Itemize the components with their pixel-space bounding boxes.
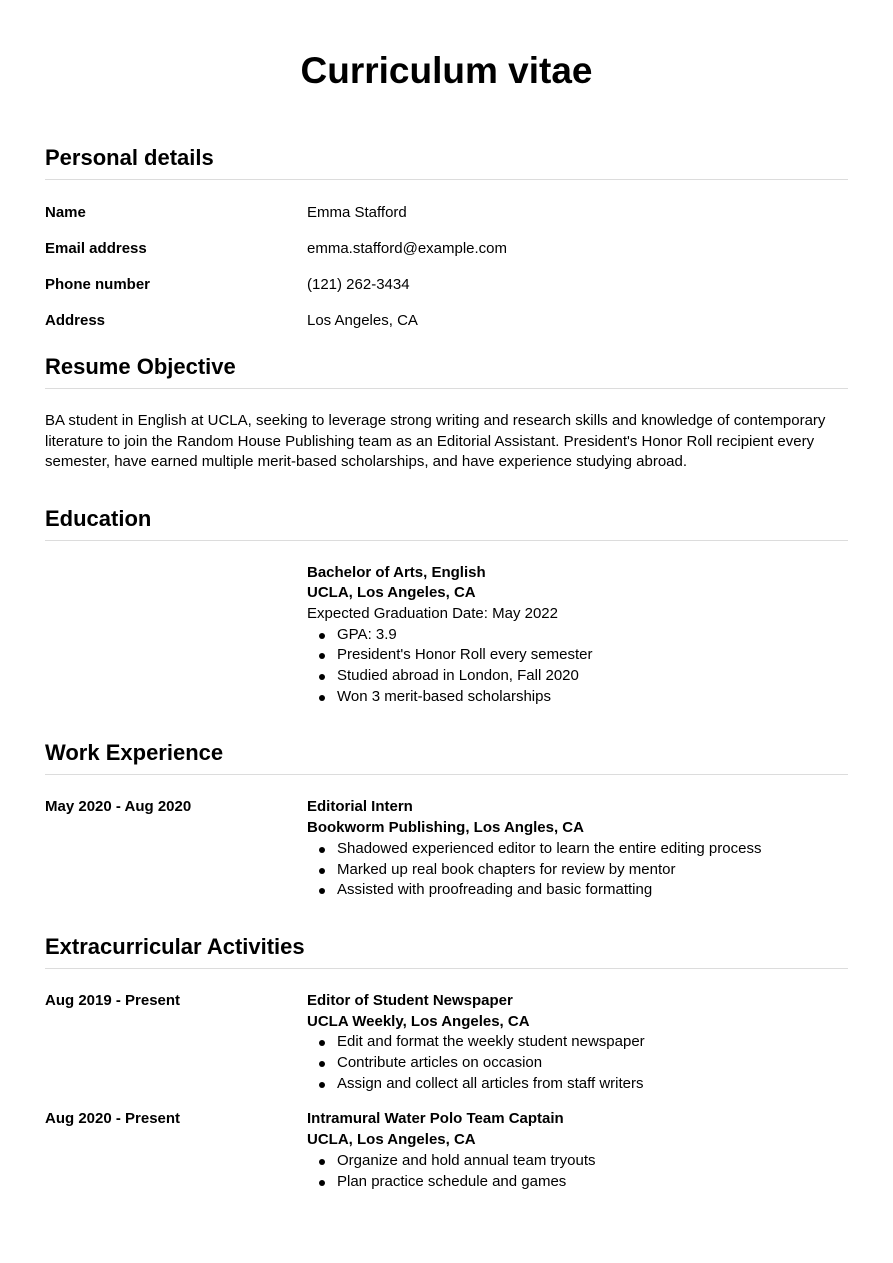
education-bullets bbox=[307, 625, 848, 708]
entry-body bbox=[307, 797, 848, 901]
entry-body bbox=[307, 563, 848, 708]
personal-details-section bbox=[45, 145, 848, 347]
organization: Bookworm Publishing, Los Angles, CA bbox=[307, 819, 584, 837]
list-item: Edit and format the weekly student newspaper bbox=[307, 1032, 848, 1053]
activity-bullets bbox=[307, 1032, 848, 1094]
education-section bbox=[45, 506, 848, 708]
detail-label: Name bbox=[45, 204, 86, 221]
detail-row-phone bbox=[45, 275, 848, 311]
detail-value: emma.stafford@example.com bbox=[307, 240, 508, 257]
role-title: Editorial Intern bbox=[307, 798, 413, 816]
objective-section bbox=[45, 354, 848, 473]
personal-details-list bbox=[45, 203, 848, 347]
organization: UCLA, Los Angeles, CA bbox=[307, 1131, 476, 1149]
list-item: Plan practice schedule and games bbox=[307, 1172, 848, 1193]
list-item: Won 3 merit-based scholarships bbox=[307, 687, 848, 708]
role-title: Intramural Water Polo Team Captain bbox=[307, 1110, 564, 1128]
role-title: Editor of Student Newspaper bbox=[307, 991, 513, 1009]
section-heading: Extracurricular Activities bbox=[45, 934, 848, 969]
education-entry bbox=[45, 563, 848, 708]
entry-dates: Aug 2019 - Present bbox=[45, 991, 181, 1009]
page-title: Curriculum vitae bbox=[300, 50, 593, 91]
list-item: Studied abroad in London, Fall 2020 bbox=[307, 666, 848, 687]
activity-bullets bbox=[307, 1151, 848, 1192]
entry-dates: Aug 2020 - Present bbox=[45, 1110, 181, 1128]
list-item: Marked up real book chapters for review by mentor bbox=[307, 860, 848, 881]
list-item: President's Honor Roll every semester bbox=[307, 645, 848, 666]
list-item: Contribute articles on occasion bbox=[307, 1053, 848, 1074]
entry-dates: May 2020 - Aug 2020 bbox=[45, 798, 192, 816]
list-item: GPA: 3.9 bbox=[307, 625, 848, 646]
detail-label: Phone number bbox=[45, 276, 151, 293]
activity-entry bbox=[45, 1109, 848, 1192]
section-heading: Education bbox=[45, 506, 848, 541]
cv-page bbox=[45, 0, 848, 1192]
detail-value: Emma Stafford bbox=[307, 204, 407, 221]
entry-body bbox=[307, 991, 848, 1095]
section-heading: Resume Objective bbox=[45, 354, 848, 389]
activity-entry bbox=[45, 991, 848, 1095]
graduation-note: Expected Graduation Date: May 2022 bbox=[307, 604, 558, 622]
list-item: Shadowed experienced editor to learn the entire editing process bbox=[307, 839, 848, 860]
detail-row-address bbox=[45, 311, 848, 347]
entry-body bbox=[307, 1109, 848, 1192]
work-bullets bbox=[307, 839, 848, 901]
detail-label: Email address bbox=[45, 240, 147, 257]
objective-text: BA student in English at UCLA, seeking to leverage strong writing and research skills and knowledge of contemporary literature to join the Random House Publishing team as an Editorial Assistant. President's Honor Roll recipient every semester, have earned multiple merit-based scholarships, and have experience studying abroad. bbox=[45, 412, 826, 470]
section-heading: Work Experience bbox=[45, 740, 848, 775]
work-section bbox=[45, 740, 848, 901]
list-item: Assign and collect all articles from staff writers bbox=[307, 1074, 848, 1095]
organization: UCLA Weekly, Los Angeles, CA bbox=[307, 1012, 530, 1030]
detail-value: (121) 262-3434 bbox=[307, 276, 410, 293]
section-heading: Personal details bbox=[45, 145, 848, 180]
detail-value: Los Angeles, CA bbox=[307, 312, 418, 329]
detail-row-email bbox=[45, 239, 848, 275]
list-item: Assisted with proofreading and basic formatting bbox=[307, 880, 848, 901]
entry-dates bbox=[45, 563, 307, 708]
extracurricular-section bbox=[45, 934, 848, 1192]
detail-row-name bbox=[45, 203, 848, 239]
school-name: UCLA, Los Angeles, CA bbox=[307, 584, 476, 602]
detail-label: Address bbox=[45, 312, 106, 329]
list-item: Organize and hold annual team tryouts bbox=[307, 1151, 848, 1172]
degree-title: Bachelor of Arts, English bbox=[307, 563, 486, 581]
work-entry bbox=[45, 797, 848, 901]
